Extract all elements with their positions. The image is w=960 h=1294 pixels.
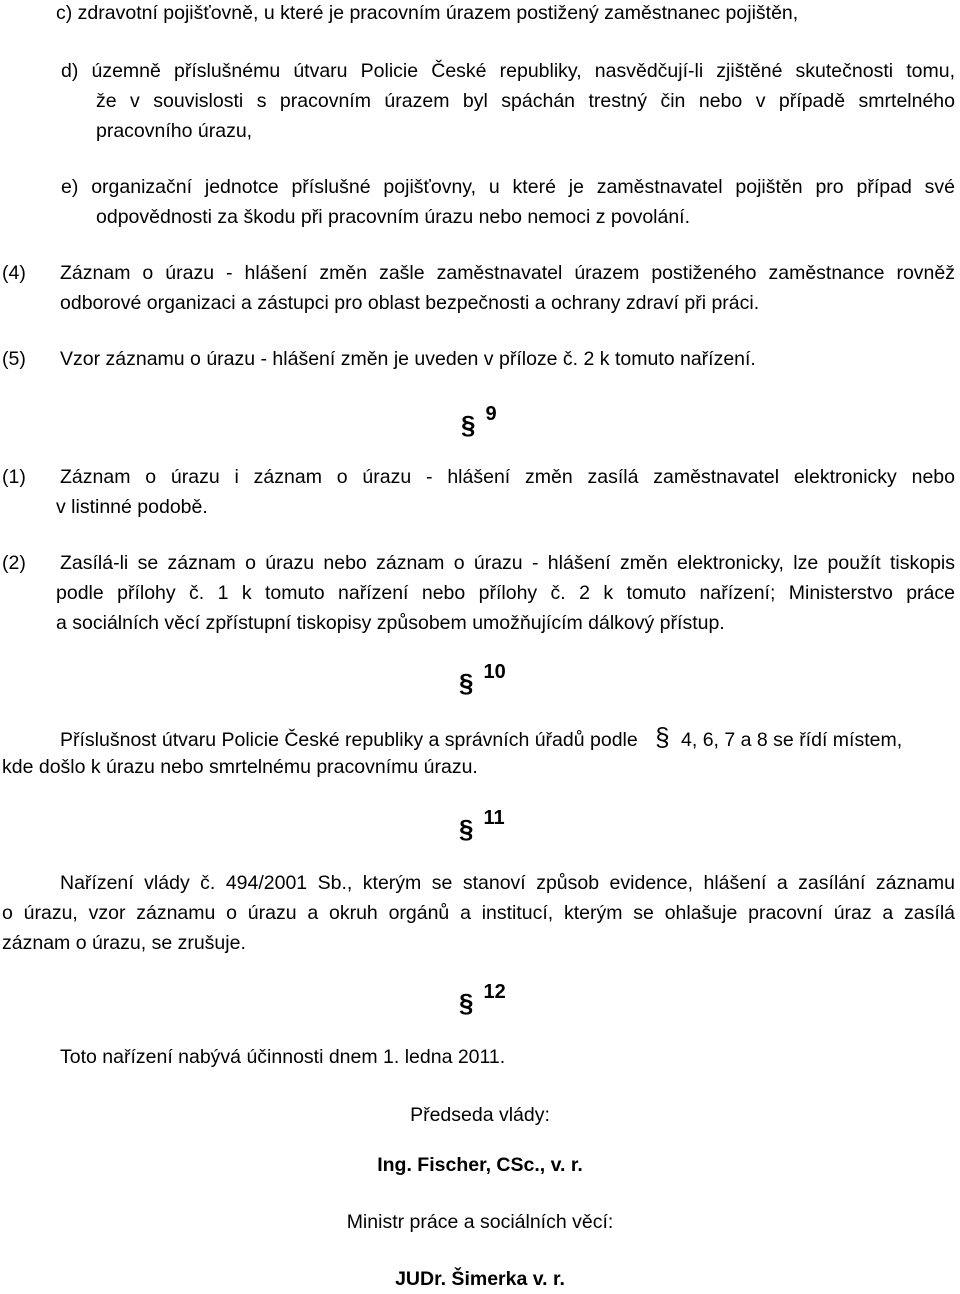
section11-line3: záznam o úrazu, se zrušuje. (2, 932, 246, 954)
section9-p2-line1: Zasílá-li se záznam o úrazu nebo záznam o úrazu - hlášení změn elektronicky, lze použít tiskopis (60, 552, 955, 574)
item-d-line1: d) územně příslušnému útvaru Policie České republiky, nasvědčují-li zjištěné skutečnosti tomu, (61, 60, 955, 82)
item-d-line3: pracovního úrazu, (96, 120, 253, 142)
section10-line2: kde došlo k úrazu nebo smrtelnému pracovnímu úrazu. (2, 756, 478, 778)
paragraph-number: (5) (2, 348, 26, 370)
section9-p2-line3: a sociálních věcí zpřístupní tiskopisy způsobem umožňujícím dálkový přístup. (56, 612, 725, 634)
section-heading-12 (459, 981, 506, 1021)
section-number: 9 (485, 403, 497, 425)
section-heading-11 (459, 807, 505, 847)
section10-line1 (60, 722, 902, 755)
section10-line1-b: 4, 6, 7 a 8 se řídí místem, (681, 729, 903, 751)
item-e-line1: e) organizační jednotce příslušné pojišťovny, u které je zaměstnavatel pojištěn pro případ své (61, 176, 955, 198)
pm-name: Ing. Fischer, CSc., v. r. (377, 1154, 583, 1176)
section-symbol: § (459, 814, 474, 844)
section-symbol: § (655, 722, 670, 752)
paragraph-4-line2: odborové organizaci a zástupci pro oblast bezpečnosti a ochrany zdraví při práci. (60, 292, 760, 314)
paragraph-5-line1: Vzor záznamu o úrazu - hlášení změn je uveden v příloze č. 2 k tomuto nařízení. (60, 348, 756, 370)
section-number: 12 (483, 981, 506, 1003)
item-e-line2: odpovědnosti za škodu při pracovním úrazu nebo nemoci z povolání. (96, 206, 691, 228)
section10-line1-a: Příslušnost útvaru Policie České republiky a správních úřadů podle (60, 729, 638, 751)
paragraph-4-line1: Záznam o úrazu - hlášení změn zašle zaměstnavatel úrazem postiženého zaměstnance rovněž (60, 262, 955, 284)
paragraph-number: (4) (2, 262, 26, 284)
section11-line1: Nařízení vlády č. 494/2001 Sb., kterým se stanoví způsob evidence, hlášení a zasílání záznamu (60, 872, 955, 894)
section-heading-9 (461, 403, 497, 443)
section-symbol: § (459, 988, 474, 1018)
section9-p2-line2: podle přílohy č. 1 k tomuto nařízení nebo přílohy č. 2 k tomuto nařízení; Ministerstvo práce (56, 582, 955, 604)
section9-p1-line1: Záznam o úrazu i záznam o úrazu - hlášení změn zasílá zaměstnavatel elektronicky nebo (60, 466, 955, 488)
pm-title: Předseda vlády: (410, 1104, 550, 1126)
minister-title: Ministr práce a sociálních věcí: (346, 1211, 614, 1233)
item-d-line2: že v souvislosti s pracovním úrazem byl spáchán trestný čin nebo v případě smrtelného (96, 90, 955, 112)
section-number: 11 (483, 807, 505, 829)
paragraph-number: (1) (2, 466, 26, 488)
section-number: 10 (483, 661, 506, 683)
item-c: c) zdravotní pojišťovně, u které je pracovním úrazem postižený zaměstnanec pojištěn, (56, 2, 799, 24)
paragraph-number: (2) (2, 552, 26, 574)
minister-name: JUDr. Šimerka v. r. (395, 1268, 565, 1290)
section-symbol: § (461, 410, 476, 440)
section9-p1-line2: v listinné podobě. (56, 496, 208, 518)
section-heading-10 (459, 661, 506, 701)
section-symbol: § (459, 668, 474, 698)
section11-line2: o úrazu, vzor záznamu o úrazu a okruh orgánů a institucí, kterým se ohlašuje pracovní úraz a zasílá (2, 902, 955, 924)
section12-line1: Toto nařízení nabývá účinnosti dnem 1. ledna 2011. (60, 1046, 506, 1068)
